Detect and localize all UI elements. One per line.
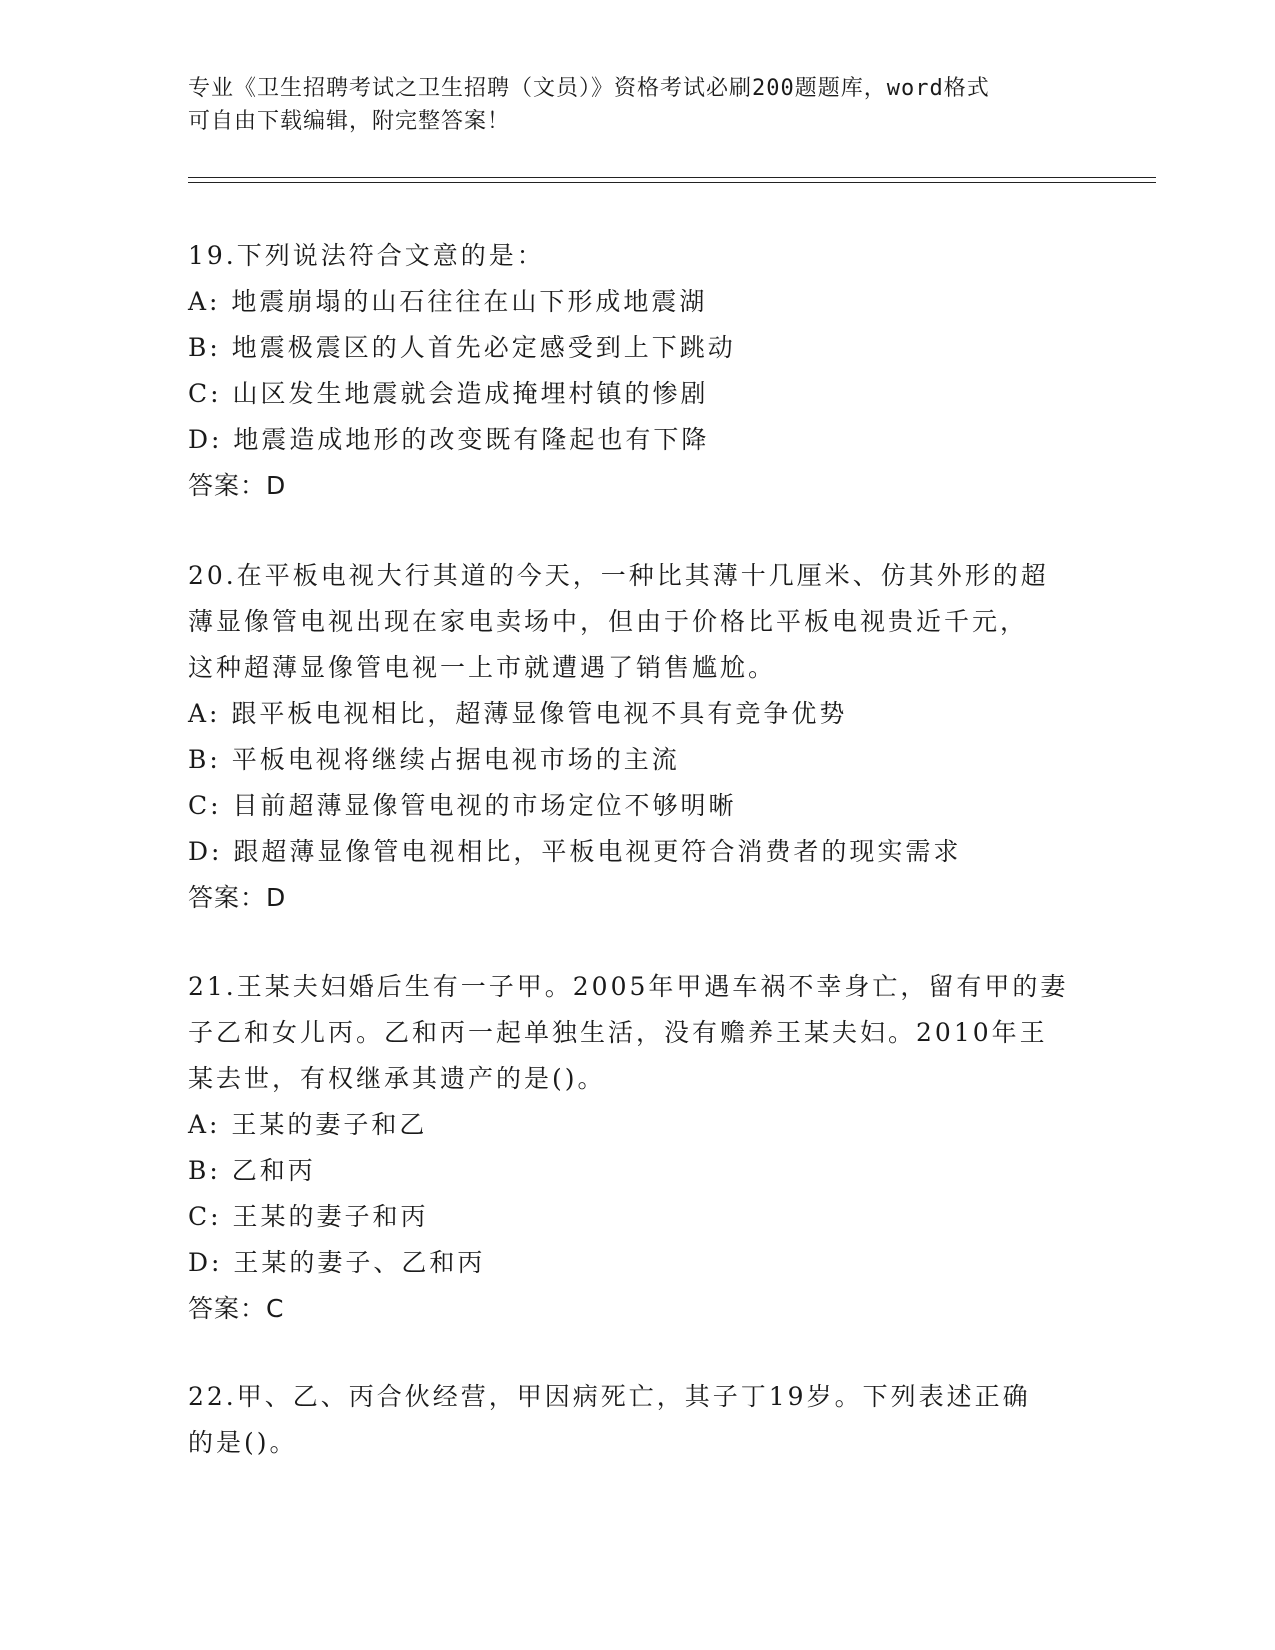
option-d: D: 跟超薄显像管电视相比，平板电视更符合消费者的现实需求: [188, 837, 962, 866]
answer-line: 答案：C: [188, 1294, 285, 1323]
header-line: 专业《卫生招聘考试之卫生招聘（文员）》资格考试必刷200题题库，word格式: [188, 76, 990, 101]
option-b: B: 平板电视将继续占据电视市场的主流: [188, 745, 680, 774]
question-stem: 这种超薄显像管电视一上市就遭遇了销售尴尬。: [188, 653, 777, 682]
question-stem: 薄显像管电视出现在家电卖场中，但由于价格比平板电视贵近千元，: [188, 607, 1029, 636]
question-stem: 20.在平板电视大行其道的今天，一种比其薄十几厘米、仿其外形的超: [188, 561, 1049, 590]
question-stem: 的是()。: [188, 1428, 298, 1457]
option-b: B: 乙和丙: [188, 1156, 316, 1185]
option-c: C: 目前超薄显像管电视的市场定位不够明晰: [188, 791, 737, 820]
option-a: A: 跟平板电视相比，超薄显像管电视不具有竞争优势: [188, 699, 848, 728]
option-a: A: 王某的妻子和乙: [188, 1110, 428, 1139]
question-stem: 子乙和女儿丙。乙和丙一起单独生活，没有赡养王某夫妇。2010年王: [188, 1018, 1048, 1047]
answer-line: 答案：D: [188, 883, 287, 912]
option-c: C: 王某的妻子和丙: [188, 1202, 429, 1231]
header-divider: [188, 182, 1156, 183]
option-a: A: 地震崩塌的山石往往在山下形成地震湖: [188, 287, 708, 316]
header-divider: [188, 177, 1156, 178]
question-stem: 某去世，有权继承其遗产的是()。: [188, 1064, 606, 1093]
question-stem: 19.下列说法符合文意的是：: [188, 241, 545, 270]
option-c: C: 山区发生地震就会造成掩埋村镇的惨剧: [188, 379, 709, 408]
question-stem: 22.甲、乙、丙合伙经营，甲因病死亡，其子丁19岁。下列表述正确: [188, 1382, 1031, 1411]
option-b: B: 地震极震区的人首先必定感受到上下跳动: [188, 333, 736, 362]
document-header: [188, 72, 1088, 138]
question-block: [188, 233, 1088, 509]
answer-line: 答案：D: [188, 471, 287, 500]
header-line: 可自由下载编辑，附完整答案！: [188, 109, 511, 134]
question-block: [188, 553, 1088, 921]
question-stem: 21.王某夫妇婚后生有一子甲。2005年甲遇车祸不幸身亡，留有甲的妻: [188, 972, 1069, 1001]
question-block: [188, 1374, 1088, 1466]
option-d: D: 地震造成地形的改变既有隆起也有下降: [188, 425, 710, 454]
option-d: D: 王某的妻子、乙和丙: [188, 1248, 486, 1277]
question-block: [188, 964, 1088, 1332]
